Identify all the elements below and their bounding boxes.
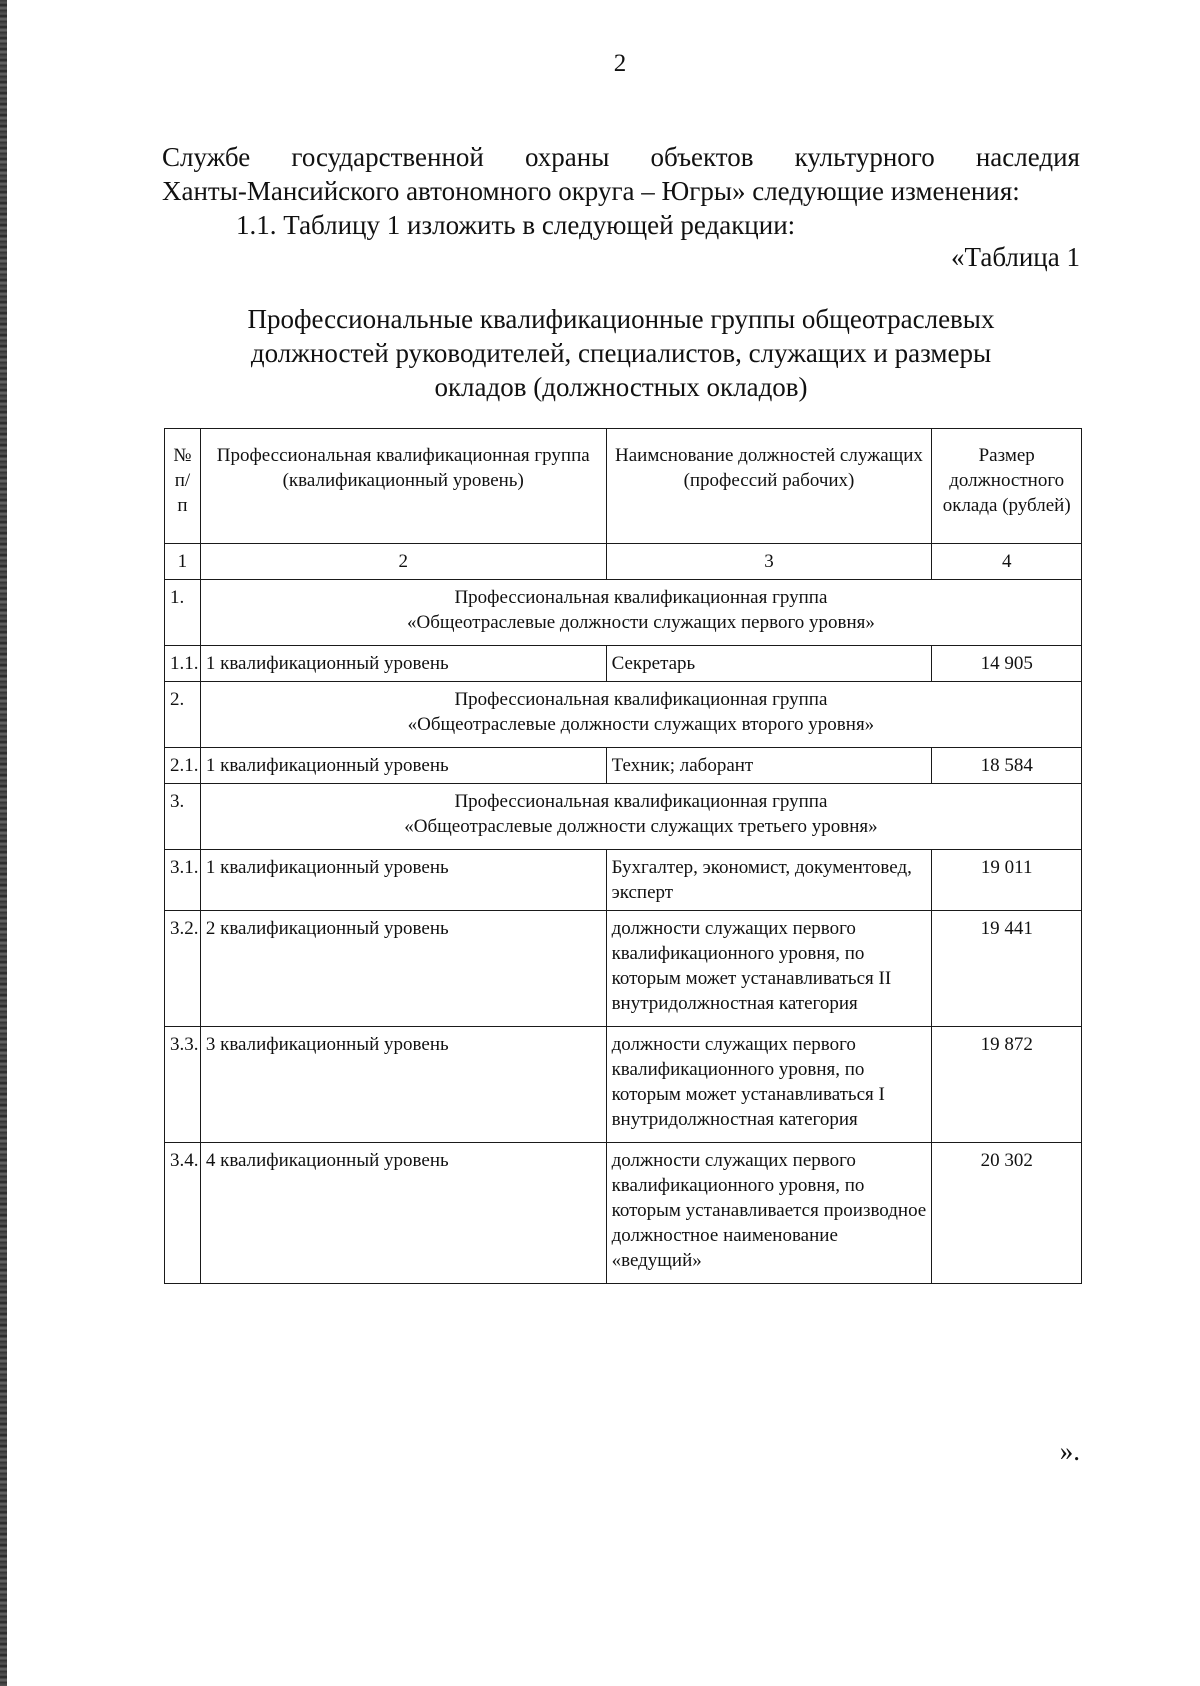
header-group: Профессиональная квалификационная группа (квалификационный уровень)	[200, 429, 606, 544]
table-row	[165, 748, 1082, 784]
qualification-level: 1 квалификационный уровень	[200, 850, 606, 911]
group-row	[165, 682, 1082, 748]
qualification-level: 4 квалификационный уровень	[200, 1143, 606, 1284]
intro-word: объектов	[650, 142, 754, 172]
header-positions: Наимснование должностей служащих (профессий рабочих)	[606, 429, 932, 544]
header-salary: Размер должностного оклада (рублей)	[932, 429, 1082, 544]
column-number: 2	[200, 544, 606, 580]
scan-edge	[0, 0, 7, 1686]
salary-table	[164, 428, 1082, 1284]
intro-line-3: 1.1. Таблицу 1 изложить в следующей редакции:	[236, 210, 796, 240]
qualification-level: 1 квалификационный уровень	[200, 748, 606, 784]
group-number: 2.	[165, 682, 201, 748]
header-row	[165, 429, 1082, 544]
salary: 14 905	[932, 646, 1082, 682]
group-number: 3.	[165, 784, 201, 850]
column-number: 3	[606, 544, 932, 580]
salary: 18 584	[932, 748, 1082, 784]
positions: должности служащих первого квалификационного уровня, по которым может устанавливаться II внутридолжностная категория	[606, 911, 932, 1027]
page-number: 2	[613, 50, 627, 77]
column-number: 4	[932, 544, 1082, 580]
intro-word: государственной	[291, 142, 484, 172]
group-row	[165, 580, 1082, 646]
row-number: 3.1.	[165, 850, 201, 911]
intro-word: наследия	[975, 142, 1080, 172]
salary: 19 872	[932, 1027, 1082, 1143]
intro-word: культурного	[794, 142, 935, 172]
group-title: Профессиональная квалификационная группа «Общеотраслевые должности служащих первого уровня»	[200, 580, 1081, 646]
table-row	[165, 1143, 1082, 1284]
table-row	[165, 646, 1082, 682]
closing-quote: ».	[1059, 1436, 1080, 1466]
header-number: № п/п	[165, 429, 201, 544]
column-number: 1	[165, 544, 201, 580]
positions: Техник; лаборант	[606, 748, 932, 784]
table-label: «Таблица 1	[951, 242, 1080, 272]
intro-line-2: Ханты-Мансийского автономного округа – Югры» следующие изменения:	[162, 176, 1020, 206]
positions: должности служащих первого квалификационного уровня, по которым устанавливается производное должностное наименование «ведущий»	[606, 1143, 932, 1284]
intro-word: охраны	[524, 142, 610, 172]
row-number: 3.3.	[165, 1027, 201, 1143]
row-number: 3.2.	[165, 911, 201, 1027]
column-number-row	[165, 544, 1082, 580]
salary: 19 011	[932, 850, 1082, 911]
positions: Секретарь	[606, 646, 932, 682]
row-number: 2.1.	[165, 748, 201, 784]
group-row	[165, 784, 1082, 850]
table-row	[165, 911, 1082, 1027]
group-title: Профессиональная квалификационная группа «Общеотраслевые должности служащих второго уровня»	[200, 682, 1081, 748]
row-number: 1.1.	[165, 646, 201, 682]
salary: 20 302	[932, 1143, 1082, 1284]
positions: Бухгалтер, экономист, документовед, эксперт	[606, 850, 932, 911]
table-row	[165, 850, 1082, 911]
intro-line-1	[162, 140, 1080, 174]
table-title: Профессиональные квалификационные группы общеотраслевых должностей руководителей, специалистов, служащих и размеры окладов (должностных окладов)	[247, 304, 995, 402]
salary: 19 441	[932, 911, 1082, 1027]
qualification-level: 3 квалификационный уровень	[200, 1027, 606, 1143]
group-number: 1.	[165, 580, 201, 646]
intro-word: Службе	[162, 142, 251, 172]
table-row	[165, 1027, 1082, 1143]
row-number: 3.4.	[165, 1143, 201, 1284]
qualification-level: 2 квалификационный уровень	[200, 911, 606, 1027]
group-title: Профессиональная квалификационная группа «Общеотраслевые должности служащих третьего уровня»	[200, 784, 1081, 850]
positions: должности служащих первого квалификационного уровня, по которым может устанавливаться I внутридолжностная категория	[606, 1027, 932, 1143]
qualification-level: 1 квалификационный уровень	[200, 646, 606, 682]
